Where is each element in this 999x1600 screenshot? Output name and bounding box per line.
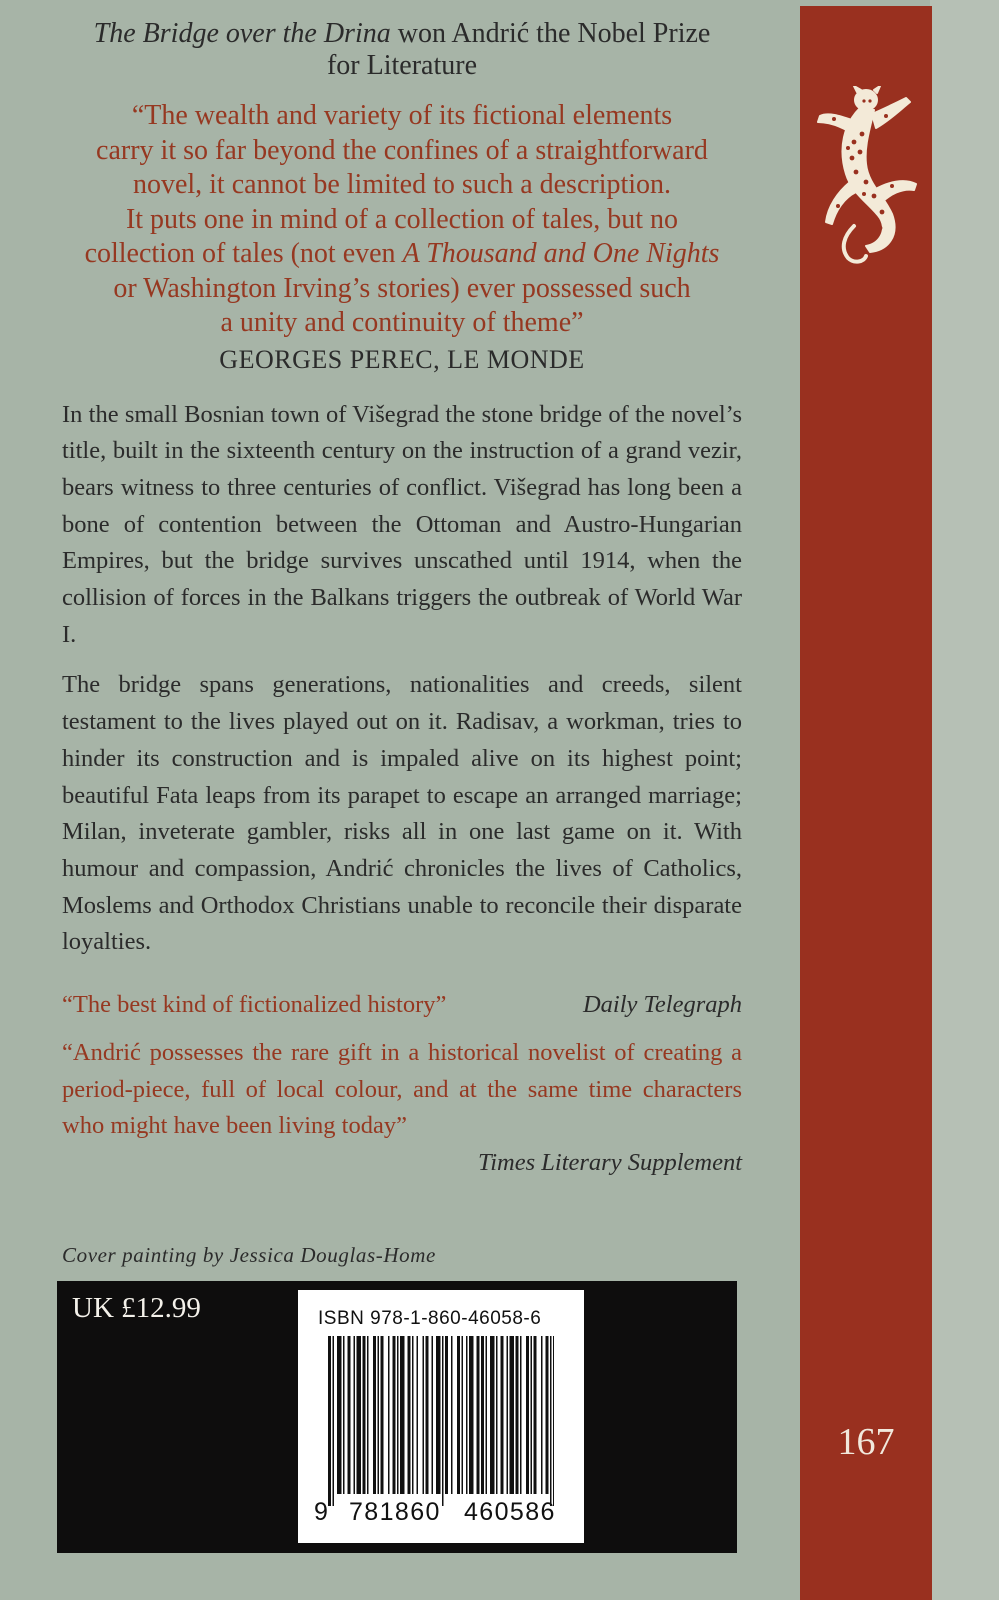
barcode-bar	[337, 1336, 342, 1494]
barcode-bar	[553, 1336, 554, 1506]
leopard-emblem-icon	[808, 86, 926, 264]
quote-line: or Washington Irving’s stories) ever possessed such	[113, 272, 691, 304]
barcode-bar	[328, 1336, 331, 1506]
barcode-digits-right: 460586	[464, 1498, 556, 1526]
barcode-bar	[333, 1336, 335, 1506]
barcode-bar	[357, 1336, 362, 1494]
barcode-bar	[451, 1336, 453, 1494]
barcode-bar	[432, 1336, 434, 1494]
quote-line: carry it so far beyond the confines of a straightforward	[96, 134, 708, 166]
quote-line: novel, it cannot be limited to such a description.	[132, 169, 672, 200]
barcode-bar	[378, 1336, 380, 1494]
barcode-bar	[501, 1336, 504, 1494]
perec-source: GEORGES PEREC, LE MONDE	[219, 344, 585, 374]
series-number: 167	[837, 1421, 895, 1463]
barcode-bar	[423, 1336, 425, 1494]
barcode-bar	[408, 1336, 411, 1494]
barcode-bar	[541, 1336, 543, 1494]
barcode-bar	[348, 1336, 351, 1494]
barcode-bar	[457, 1336, 460, 1494]
barcode-bar	[481, 1336, 484, 1494]
quote-line: collection of tales (not even	[84, 238, 403, 269]
nobel-text-line2: for Literature	[326, 50, 478, 81]
barcode-bar	[343, 1336, 345, 1494]
barcode-bar	[466, 1336, 468, 1494]
quote-title: A Thousand and One Nights	[402, 238, 720, 269]
synopsis-paragraph-1: In the small Bosnian town of Višegrad the stone bridge of the novel’s title, built in the sixteenth century on the instruction of a grand vezir, bears witness to three centuries of conflict. Višegrad has long been a bone of contention between the Ottoman and Austro-Hungarian Empires, but the bridge survives unscathed until 1914, when the collision of forces in the Balkans triggers the outbreak of World War I.	[62, 400, 742, 648]
barcode-bar	[490, 1336, 495, 1494]
barcode-bar	[445, 1336, 448, 1494]
barcode-bar	[426, 1336, 429, 1494]
barcode-bar	[469, 1336, 474, 1494]
quote-line: “The wealth and variety of its fictional elements	[131, 100, 673, 131]
barcode-bar	[546, 1336, 549, 1494]
barcode-bar	[373, 1336, 376, 1494]
barcode-bar	[531, 1336, 533, 1494]
barcode-bar	[526, 1336, 529, 1494]
barcode-bar	[462, 1336, 464, 1494]
barcode-bar	[486, 1336, 488, 1494]
review-tls-source: Times Literary Supplement	[477, 1148, 742, 1176]
nobel-line	[62, 18, 742, 82]
barcode-bar	[510, 1336, 515, 1494]
barcode-digits-left: 781860	[349, 1498, 441, 1526]
barcode-bar	[400, 1336, 405, 1494]
barcode-bar	[367, 1336, 369, 1494]
cover-edge	[930, 0, 999, 1600]
review-source: Daily Telegraph	[582, 991, 742, 1019]
quote-line: a unity and continuity of theme”	[220, 307, 584, 338]
barcode-bar	[354, 1336, 356, 1494]
barcode-bar	[520, 1336, 522, 1494]
review-telegraph	[62, 987, 742, 1023]
barcode-bar	[534, 1336, 537, 1494]
barcode-bar	[436, 1336, 441, 1494]
perec-quote	[62, 99, 742, 341]
synopsis-paragraph-2: The bridge spans generations, nationalities and creeds, silent testament to the lives played out on it. Radisav, a workman, tries to hinder its construction and is impaled alive on its highest point; beautiful Fata leaps from its parapet to escape an arranged marriage; Milan, inveterate gambler, risks all in one last game on it. With humour and compassion, Andrić chronicles the lives of Catholics, Moslems and Orthodox Christians unable to reconcile their disparate loyalties.	[62, 671, 742, 956]
barcode-bar	[442, 1336, 444, 1506]
nobel-text: won Andrić the Nobel Prize	[390, 18, 711, 49]
barcode-digit-first: 9	[314, 1498, 328, 1526]
barcode-bar	[381, 1336, 384, 1494]
barcode-icon	[328, 1336, 554, 1506]
isbn-label: ISBN 978-1-860-46058-6	[318, 1308, 542, 1329]
barcode-bar	[507, 1336, 509, 1494]
review-tls-quote: “Andrić possesses the rare gift in a historical novelist of creating a period-piece, full of local colour, and at the same time characters who might have been living today”	[62, 1039, 742, 1140]
barcode-bar	[412, 1336, 414, 1494]
cover-text	[62, 18, 742, 1181]
barcode-bar	[397, 1336, 399, 1494]
quote-line: It puts one in mind of a collection of tales, but no	[125, 203, 679, 235]
barcode-bar	[477, 1336, 480, 1494]
barcode-bar	[417, 1336, 419, 1494]
barcode-bar	[550, 1336, 552, 1506]
cover-credit: Cover painting by Jessica Douglas-Home	[62, 1243, 436, 1267]
price-label: UK £12.99	[72, 1292, 201, 1324]
barcode-bar	[388, 1336, 390, 1494]
barcode-panel	[298, 1290, 584, 1543]
barcode-bar	[393, 1336, 396, 1494]
barcode-bar	[363, 1336, 366, 1494]
book-title: The Bridge over the Drina	[93, 18, 391, 49]
review-quote: “The best kind of fictionalized history”	[62, 991, 447, 1019]
barcode-bar	[516, 1336, 519, 1494]
barcode-bar	[496, 1336, 498, 1494]
